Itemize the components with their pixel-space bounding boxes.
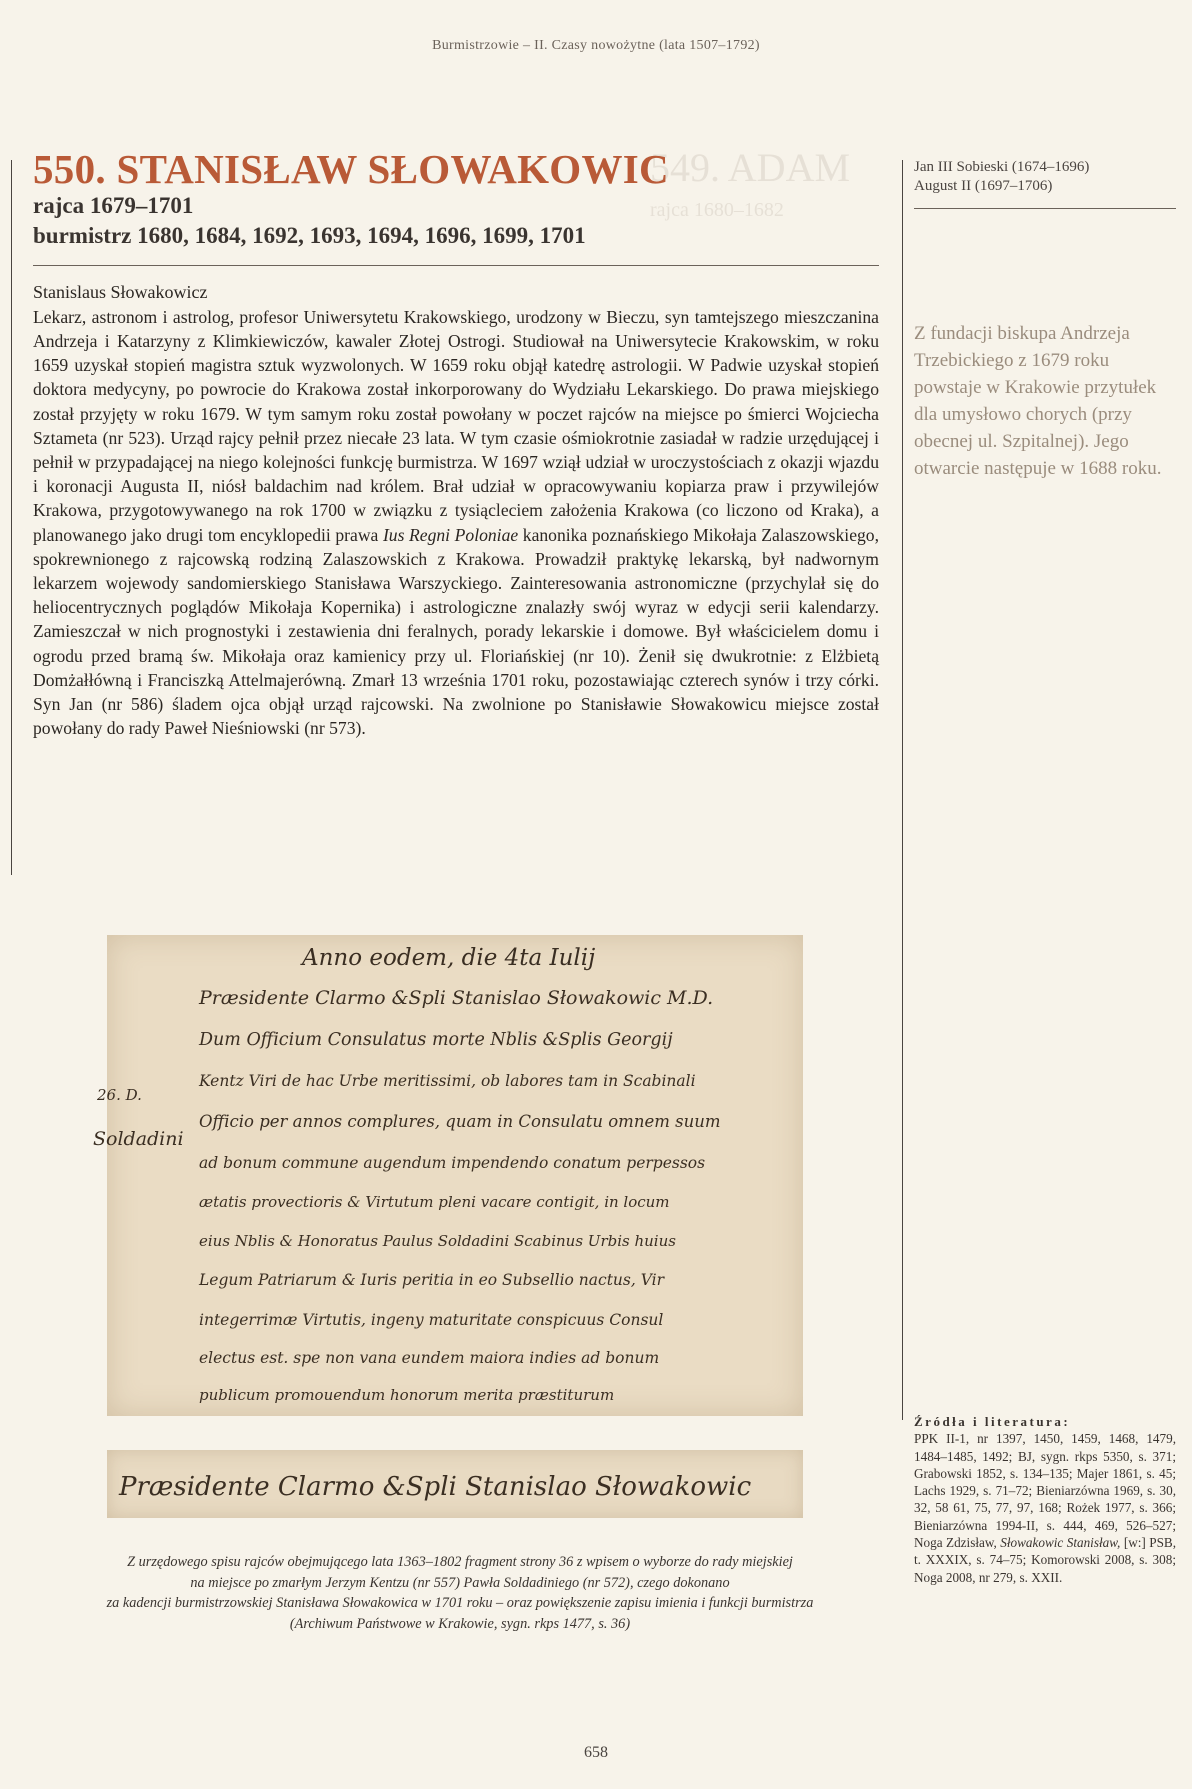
bleed-through-title: 549. ADAM <box>650 145 851 190</box>
manuscript-line: electus est. spe non vana eundem maiora indies ad bonum <box>199 1349 660 1367</box>
manuscript-image <box>93 935 803 1416</box>
manuscript-line: Anno eodem, die 4ta Iulij <box>302 945 596 971</box>
manuscript-line: Dum Officium Consulatus morte Nblis &Splis Georgij <box>199 1030 673 1050</box>
manuscript-line: Officio per annos complures, quam in Consulatu omnem suum <box>199 1112 721 1131</box>
caption-line: za kadencji burmistrzowskiej Stanisława Słowakowica w 1701 roku – oraz powiększenie zapisu imienia i funkcji burmistrza <box>106 1595 814 1611</box>
manuscript-line: integerrimæ Virtutis, ingeny maturitate conspicuus Consul <box>199 1311 664 1329</box>
biography <box>33 305 879 741</box>
caption-line: na miejsce po zmarłym Jerzym Kentzu (nr 557) Pawła Soldadiniego (nr 572), czego dokonano <box>190 1574 730 1591</box>
ruler-item: August II (1697–1706) <box>914 178 1053 194</box>
entry <box>33 148 879 740</box>
enlarged-inscription: Præsidente Clarmo &Spli Stanislao Słowakowic <box>119 1472 752 1502</box>
manuscript-line: publicum promouendum honorum merita præstiturum <box>199 1386 615 1404</box>
manuscript-enlargement <box>107 1450 803 1518</box>
rulers-list <box>914 158 1176 209</box>
column-rule <box>902 160 903 1420</box>
manuscript-line: ad bonum commune augendum impendendo conatum perpessos <box>199 1154 706 1172</box>
sources-title: Źródła i literatura: <box>914 1414 1071 1429</box>
ruler-item: Jan III Sobieski (1674–1696) <box>914 159 1090 175</box>
sources <box>914 1413 1176 1586</box>
biography-part-2: kanonika poznańskiego Mikołaja Zalaszowskiego, spokrewnionego z rajcowską rodziną Zalaszowskich z Krakowa. Prowadził praktykę lekarską, był nadwornym lekarzem wojewody sandomierskiego Stanisława Warszyckiego. Zainteresowania astronomiczne (przychylał się do heliocentrycznych poglądów Mikołaja Kopernika) i astrologiczne znalazły swój wyraz w edycji serii kalendarzy. Zamieszczał w nich prognostyki i zestawienia dni feralnych, porady lekarskie i domowe. Był właścicielem domu i ogrodu przed bramą św. Mikołaja oraz kamienicy przy ul. Floriańskiej (nr 10). Żenił się dwukrotnie: z Elżbietą Domżałłówną i Franciszką Attelmajerówną. Zmarł 13 września 1701 roku, pozostawiając czterech synów i trzy córki. Syn Jan (nr 586) śladem ojca objął urząd rajcowski. Na zwolnione po Stanisławie Słowakowicu miejsce został powołany do rady Paweł Nieśniowski (nr 573). <box>33 524 879 739</box>
sidebar-note: Z fundacji biskupa Andrzeja Trzebickiego z 1679 roku powstaje w Krakowie przytułek dla umysłowo chorych (przy obecnej ul. Szpitalnej). Jego otwarcie następuje w 1688 roku. <box>914 323 1162 479</box>
sources-text-1: PPK II-1, nr 1397, 1450, 1459, 1468, 1479, 1484–1485, 1492; BJ, sygn. rkps 5350, s. 371; Grabowski 1852, s. 134–135; Majer 1861, s. 45; Lachs 1929, s. 71–72; Bieniarzówna 1969, s. 30, 32, 58 61, 75, 77, 97, 168; Rożek 1977, s. 366; Bieniarzówna 1994-II, s. 444, 469, 526–527; Noga Zdzisław, <box>914 1431 1176 1551</box>
manuscript-line: Legum Patriarum & Iuris peritia in eo Subsellio nactus, Vir <box>199 1271 665 1289</box>
manuscript-line: ætatis provectioris & Virtutum pleni vacare contigit, in locum <box>199 1193 670 1211</box>
manuscript-line: Præsidente Clarmo &Spli Stanislao Słowakowic M.D. <box>199 987 714 1009</box>
manuscript-line: Kentz Viri de hac Urbe meritissimi, ob labores tam in Scabinali <box>199 1072 696 1090</box>
biography-italic-title: Ius Regni Poloniae <box>382 524 519 545</box>
page-number: 658 <box>584 1744 608 1761</box>
sources-italic: Słowakowic Stanisław, <box>1000 1535 1121 1551</box>
manuscript-line: eius Nblis & Honoratus Paulus Soldadini Scabinus Urbis huius <box>199 1232 676 1250</box>
caption-line: Z urzędowego spisu rajców obejmującego lata 1363–1802 fragment strony 36 z wpisem o wyborze do rady miejskiej <box>127 1554 793 1570</box>
entry-subtitle-councillor: rajca 1679–1701 <box>33 193 194 219</box>
sources-text-2: [w:] PSB, t. XXXIX, s. 74–75; Komorowski 2008, s. 308; Noga 2008, nr 279, s. XXII. <box>914 1535 1177 1585</box>
bleed-through-subtitle: rajca 1680–1682 <box>650 199 784 221</box>
biography-part-1: Lekarz, astronom i astrolog, profesor Uniwersytetu Krakowskiego, urodzony w Bieczu, syn tamtejszego mieszczanina Andrzeja i Katarzyny z Klimkiewiczów, kawaler Złotej Ostrogi. Studiował na Uniwersytecie Krakowskim, w roku 1659 uzyskał stopień magistra sztuk wyzwolonych. W 1659 roku objął katedrę astrologii. W Padwie uzyskał stopień doktora medycyny, po powrocie do Krakowa został inkorporowany do Wydziału Lekarskiego. Do prawa miejskiego został przyjęty w roku 1679. W tym samym roku został powołany w poczet rajców na miejsce po śmierci Wojciecha Sztameta (nr 523). Urząd rajcy pełnił przez niecałe 23 lata. W tym czasie ośmiokrotnie zasiadał w radzie urzędującej i pełnił w przypadającej na niego kolejności funkcję burmistrza. W 1697 wziął udział w uroczystościach z okazji wjazdu i koronacji Augusta II, niósł baldachim nad królem. Brał udział w opracowywaniu kopiarza praw i przywilejów Krakowa, przygotowywanego na rok 1700 w związku z tysiącleciem założenia Krakowa (co liczono od Kraka), a planowanego jako drugi tom encyklopedii prawa <box>33 306 879 545</box>
figure-caption <box>40 1552 880 1634</box>
entry-subtitle-mayor: burmistrz 1680, 1684, 1692, 1693, 1694, 1696, 1699, 1701 <box>33 223 586 249</box>
rulers-divider <box>914 208 1176 209</box>
entry-title: 550. STANISŁAW SŁOWAKOWIC <box>33 146 669 192</box>
running-head: Burmistrzowie – II. Czasy nowożytne (lata 1507–1792) <box>432 38 760 53</box>
left-rule <box>11 160 12 875</box>
manuscript-margin-name: Soldadini <box>93 1128 184 1150</box>
latin-name: Stanislaus Słowakowicz <box>33 281 208 302</box>
caption-line: (Archiwum Państwowe w Krakowie, sygn. rkps 1477, s. 36) <box>289 1615 631 1632</box>
title-divider <box>33 265 879 266</box>
manuscript-margin-number: 26. D. <box>97 1086 142 1104</box>
